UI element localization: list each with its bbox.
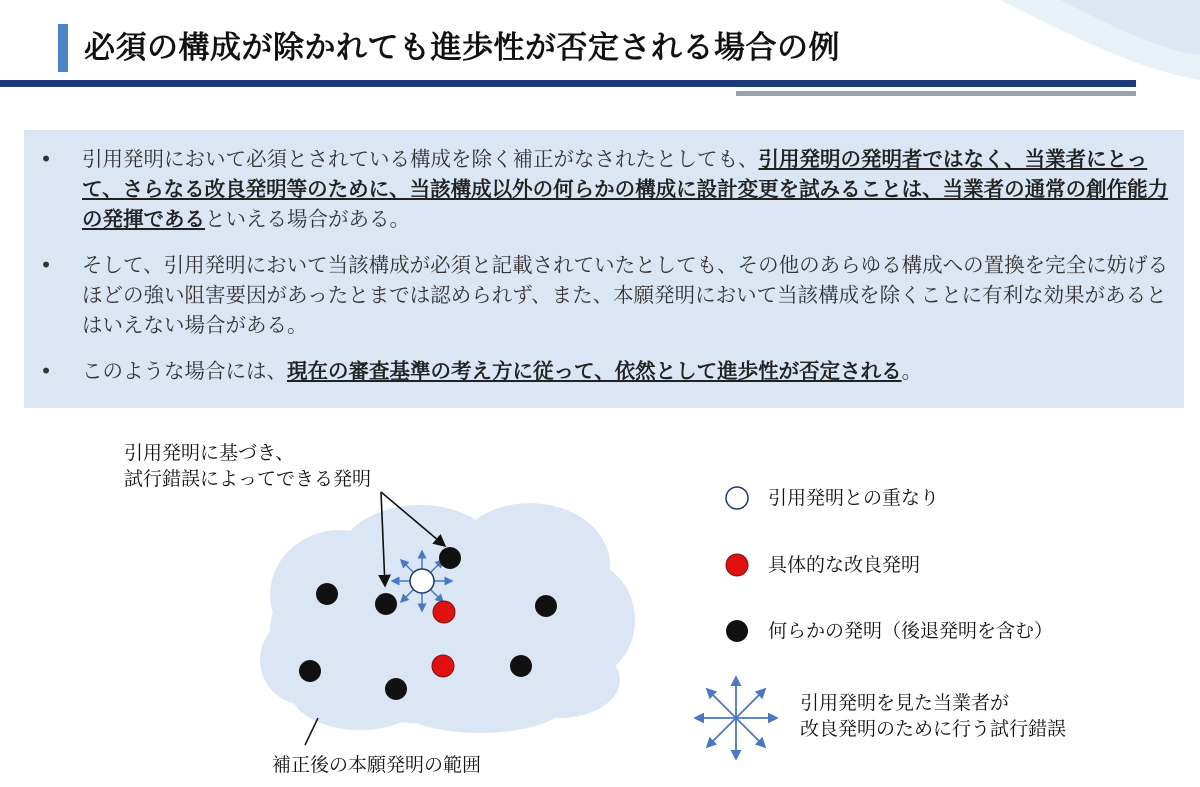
bullet-1-lead: 引用発明において必須とされている構成を除く補正がなされたとしても、 bbox=[82, 147, 759, 171]
page-title: 必須の構成が除かれても進歩性が否定される場合の例 bbox=[84, 30, 840, 66]
legend-red-circle-icon bbox=[726, 554, 748, 576]
other-invention-marker bbox=[316, 583, 338, 605]
bullet-marker: • bbox=[40, 253, 53, 277]
bullet-1-emphasis: 引用発明の発明者ではなく、当業者にとって、さらなる改良発明等のために、当該構成以外の何らかの構成に設計変更を試みることは、当業者の通常の創作能力の発揮である bbox=[82, 147, 1169, 231]
legend-label-improved: 具体的な改良発明 bbox=[768, 554, 921, 576]
scope-label: 補正後の本願発明の範囲 bbox=[272, 754, 482, 776]
legend-label-trial-line2: 改良発明のために行う試行錯誤 bbox=[800, 718, 1067, 740]
other-invention-marker bbox=[535, 595, 557, 617]
bullet-marker: • bbox=[40, 359, 53, 383]
bullet-2-body: そして、引用発明において当該構成が必須と記載されていたとしても、その他のあらゆる構成への置換を完全に妨げるほどの強い阻害要因があったとまでは認められず、また、本願発明において当該構成を除くことに有利な効果があるとはいえない場合がある。 bbox=[82, 253, 1169, 337]
legend-label-trial-line1: 引用発明を見た当業者が bbox=[800, 692, 1010, 714]
other-invention-marker bbox=[510, 655, 532, 677]
legend-label-other: 何らかの発明（後退発明を含む） bbox=[768, 620, 1054, 642]
scope-pointer-line bbox=[305, 718, 318, 745]
bullet-1-tail: といえる場合がある。 bbox=[205, 207, 410, 231]
legend-black-circle-icon bbox=[726, 620, 748, 642]
callout-label-line2: 試行錯誤によってできる発明 bbox=[124, 468, 372, 490]
callout-label-line1: 引用発明に基づき、 bbox=[124, 442, 295, 464]
prior-art-overlap-marker bbox=[410, 569, 434, 593]
improved-invention-marker bbox=[432, 655, 454, 677]
other-invention-marker bbox=[375, 593, 397, 615]
legend-label-overlap: 引用発明との重なり bbox=[768, 487, 940, 509]
legend-star-arrows-icon bbox=[695, 677, 777, 759]
bullet-3-lead: このような場合には、 bbox=[82, 359, 287, 383]
other-invention-marker bbox=[439, 547, 461, 569]
other-invention-marker bbox=[299, 660, 321, 682]
legend-white-circle-icon bbox=[726, 487, 748, 509]
improved-invention-marker bbox=[433, 601, 455, 623]
bullet-3-tail: 。 bbox=[901, 359, 923, 383]
other-invention-marker bbox=[385, 678, 407, 700]
bullet-3-emphasis: 現在の審査基準の考え方に従って、依然として進歩性が否定される bbox=[287, 359, 902, 383]
bullet-marker: • bbox=[40, 147, 53, 171]
